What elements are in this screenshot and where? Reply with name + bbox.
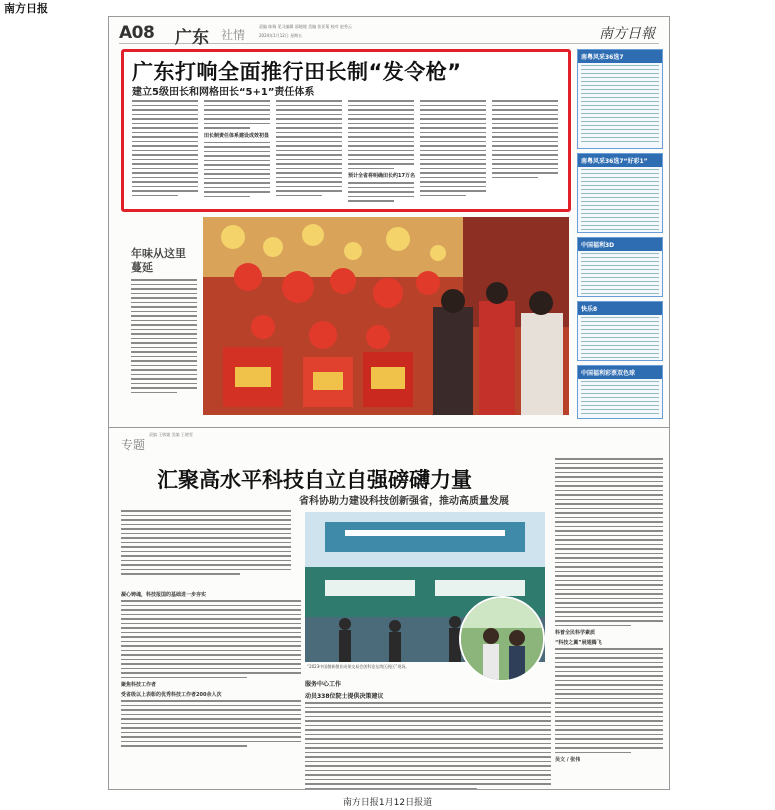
article-column-4 [348,100,414,205]
page-section-sub: 社情 [221,28,246,42]
article-column-5 [420,100,486,205]
right-subheading-1: 科普全民科学素质 [555,630,596,636]
feature-text [131,279,197,409]
page-editors: 责编 陈瑞 见习编辑 邵媛媛 美编 张亚菊 校对 赵秀云 [259,24,352,29]
lottery-box-1-title: 南粤风采36选7 [578,50,662,63]
page-date: 2024年1月12日 星期五 [259,33,303,38]
feature-title: 年味从这里蔓延 [131,247,186,274]
lottery-box-3-title: 中国福利3D [578,238,662,251]
right-subheading-2: “科技之翼”展翅腾飞 [555,640,602,646]
newspaper-scan[interactable] [108,16,670,790]
topic-right-column [555,458,663,788]
article-column-6 [492,100,558,205]
page-header [119,22,659,48]
lottery-box-5 [577,365,663,419]
main-headline: 广东打响全面推行田长制“发令枪” [132,60,462,84]
lottery-sidebar [577,49,663,419]
left-subheading-3: 受省级以上表彰的优秀科技工作者200余人次 [121,692,222,698]
page-number: A08 [119,23,155,43]
page-a08 [109,17,670,425]
article-column-3 [276,100,342,205]
left-subheading-2: 聚焦科技工作者 [121,682,157,688]
right-author: 吴文 / 张伟 [555,757,581,763]
article-columns [132,100,562,205]
topic-section: 专题 [121,438,146,452]
lottery-box-3 [577,237,663,297]
topic-headline: 汇聚高水平科技自立自强磅礴力量 [157,468,472,492]
lottery-box-4 [577,301,663,361]
mid-subheading-1: 服务中心工作 [305,681,342,688]
article-column-2 [204,100,270,205]
expo-photo-caption: “2023中国創新創业成果交易会创科论坛湾区展区”现场。 [307,664,410,669]
topic-middle-columns [305,676,551,788]
highlighted-main-story[interactable] [121,49,571,212]
masthead-logo-icon: 南方日報 [599,26,655,42]
column-subheading: 田长制责任体系建设成效初显 [204,132,270,139]
site-title: 南方日报 [4,2,48,15]
page-section: 广东 [175,28,209,48]
new-year-market-photo [203,217,569,415]
main-subhead: 建立5级田长和网格田长“5+1”责任体系 [132,87,315,98]
lottery-box-1 [577,49,663,149]
topic-left-columns [121,588,301,788]
left-subheading-1: 凝心铸魂，科技报国的基础进一步夯实 [121,592,207,598]
topic-editors: 责编 王敏婕 美编 王晓雯 [149,432,193,437]
article-column-1 [132,100,198,205]
page-special-topic [109,427,670,790]
lottery-box-2 [577,153,663,233]
column-subheading: 预计全省将明确田长约17万名 [348,173,415,179]
visit-photo [459,596,545,682]
feature-story [121,217,571,417]
lottery-box-4-title: 快乐8 [578,302,662,315]
top-bar [0,0,775,14]
mid-subheading-2: 动员338位院士提供决策建议 [305,693,384,700]
topic-subhead: 省科协助力建设科技创新强省，推动高质量发展 [299,496,509,507]
lottery-box-5-title: 中国福利彩票双色球 [578,366,662,379]
page-caption: 南方日报1月12日报道 [342,798,433,808]
lottery-box-2-title: 南粤风采36选7“好彩1” [578,154,662,167]
topic-lead [121,510,291,580]
